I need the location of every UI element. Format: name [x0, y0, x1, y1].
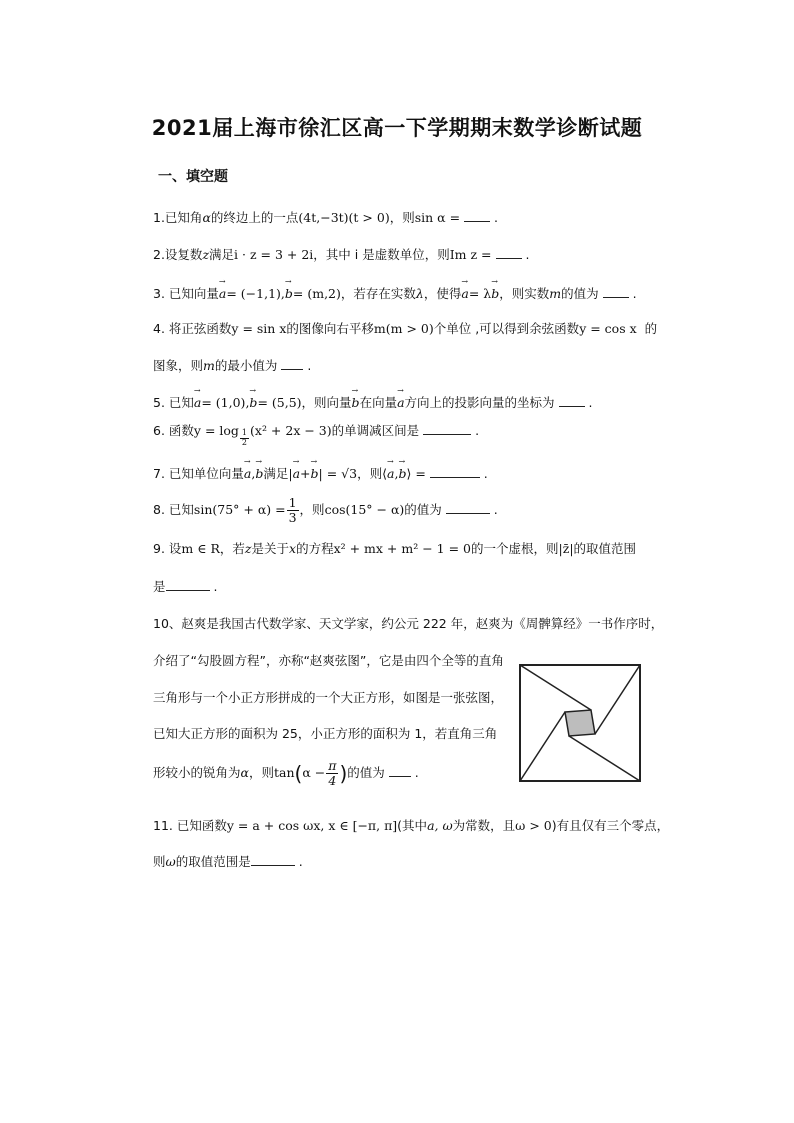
triangle-edge [520, 712, 565, 781]
question-1: 1.已知角α的终边上的一点(4t,−3t)(t > 0)，则sin α = . [153, 210, 499, 225]
question-10-line4: 已知大正方形的面积为 25，小正方形的面积为 1，若直角三角 [153, 726, 498, 741]
answer-blank[interactable] [559, 406, 585, 407]
question-4: 4. 将正弦函数y = sin x的图像向右平移m(m > 0)个单位 ,可以得到余弦函数y = cos x 的 [153, 321, 658, 336]
question-2: 2.设复数z满足i · z = 3 + 2i，其中 i 是虚数单位，则Im z = . [153, 247, 530, 262]
question-10-line3: 三角形与一个小正方形拼成的一个大正方形，如图是一张弦图， [153, 690, 504, 705]
zhao-shuang-diagram [519, 664, 641, 782]
question-5: 5. 已知→ a= (1,0),→ b= (5,5)，则向量→ b在向量→ a方向上的投影向量的坐标为 . [153, 393, 593, 411]
triangle-edge [520, 665, 591, 710]
answer-blank[interactable] [430, 477, 480, 478]
question-9: 9. 设m ∈ R，若z是关于x的方程x² + mx + m² − 1 = 0的一个虚根，则|z̄|的取值范围 [153, 541, 637, 556]
triangle-edge [569, 736, 640, 781]
answer-blank[interactable] [166, 590, 210, 591]
answer-blank[interactable] [464, 221, 490, 222]
section-heading: 一、填空题 [158, 169, 228, 185]
question-6: 6. 函数y = log $\frac{1}{2}$ (x² + 2x − 3)的单调减区间是 . [153, 423, 480, 447]
question-10: 10、赵爽是我国古代数学家、天文学家，约公元 222 年，赵爽为《周髀算经》一书作序时， [153, 616, 664, 631]
page-title: 2021届上海市徐汇区高一下学期期末数学诊断试题 [151, 116, 643, 140]
answer-blank[interactable] [423, 434, 471, 435]
answer-blank[interactable] [446, 513, 490, 514]
question-11: 11. 已知函数y = a + cos ωx, x ∈ [−π, π](其中a, ω为常数，且ω > 0)有且仅有三个零点， [153, 818, 670, 833]
question-10-line2: 介绍了“勾股圆方程”，亦称“赵爽弦图”，它是由四个全等的直角 [153, 653, 504, 668]
triangle-edge [595, 665, 640, 734]
question-7: 7. 已知单位向量→ a,→ b满足|→ a+→ b| = √3，则⟨→ a,→ b⟩ = . [153, 464, 488, 482]
answer-blank[interactable] [496, 258, 522, 259]
question-9-cont: 是 . [153, 579, 218, 594]
answer-blank[interactable] [389, 776, 411, 777]
question-11-cont: 则ω的取值范围是 . [153, 854, 303, 869]
small-square [565, 710, 595, 736]
answer-blank[interactable] [251, 865, 295, 866]
question-8: 8. 已知sin(75° + α) = $\frac{1}{3}$ ，则cos(15° − α)的值为 . [153, 495, 498, 525]
question-10-line5: 形较小的锐角为α，则tan(α − $\frac{\pi}{4}$ )的值为 . [153, 758, 419, 788]
answer-blank[interactable] [281, 369, 303, 370]
question-4-cont: 图象，则m的最小值为 . [153, 358, 312, 373]
answer-blank[interactable] [603, 297, 629, 298]
question-3: 3. 已知向量→ a= (−1,1),→ b= (m,2)，若存在实数λ，使得→ a= λ→ b，则实数m的值为 . [153, 284, 637, 302]
